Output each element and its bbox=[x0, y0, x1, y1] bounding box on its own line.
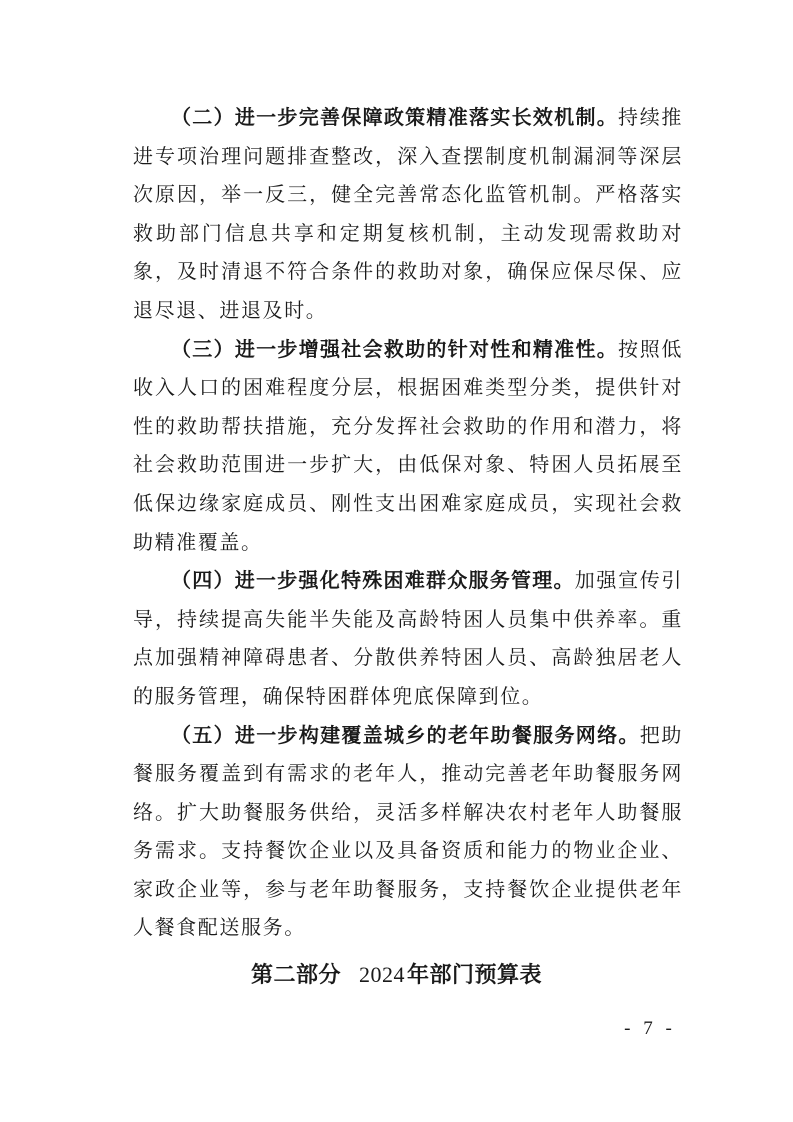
body-text bbox=[133, 98, 683, 947]
paragraph-heading: （二）进一步完善保障政策精准落实长效机制。 bbox=[171, 105, 619, 129]
paragraph-4 bbox=[133, 561, 683, 715]
paragraph-body: 加强宣传引导，持续提高失能半失能及高龄特困人员集中供养率。重点加强精神障碍患者、分散供养特困人员、高龄独居老人的服务管理，确保特困群体兜底保障到位。 bbox=[133, 568, 683, 708]
paragraph-5 bbox=[133, 716, 683, 948]
section-part-label: 第二部分 bbox=[250, 963, 341, 988]
paragraph-3 bbox=[133, 330, 683, 562]
paragraph-heading: （三）进一步增强社会救助的针对性和精准性。 bbox=[171, 336, 619, 361]
paragraph-body: 把助餐服务覆盖到有需求的老年人，推动完善老年助餐服务网络。扩大助餐服务供给，灵活多样解决农村老年人助餐服务需求。支持餐饮企业以及具备资质和能力的物业企业、家政企业等，参与老年助餐服务，支持餐饮企业提供老年人餐食配送服务。 bbox=[133, 722, 683, 940]
section-title bbox=[0, 958, 793, 989]
paragraph-heading: （五）进一步构建覆盖城乡的老年助餐服务网络。 bbox=[171, 722, 640, 747]
page-number: - 7 - bbox=[624, 1018, 676, 1039]
section-title-text: 年部门预算表 bbox=[407, 963, 543, 988]
section-year: 2024 bbox=[359, 962, 405, 987]
paragraph-heading: （四）进一步强化特殊困难群众服务管理。 bbox=[171, 568, 575, 593]
paragraph-2 bbox=[133, 98, 683, 330]
paragraph-body: 按照低收入人口的困难程度分层，根据困难类型分类，提供针对性的救助帮扶措施，充分发挥社会救助的作用和潜力，将社会救助范围进一步扩大，由低保对象、特困人员拓展至低保边缘家庭成员、刚性支出困难家庭成员，实现社会救助精准覆盖。 bbox=[133, 336, 683, 554]
paragraph-body: 持续推进专项治理问题排查整改，深入查摆制度机制漏洞等深层次原因，举一反三，健全完善常态化监管机制。严格落实救助部门信息共享和定期复核机制，主动发现需救助对象，及时清退不符合条件的救助对象，确保应保尽保、应退尽退、进退及时。 bbox=[133, 105, 683, 322]
